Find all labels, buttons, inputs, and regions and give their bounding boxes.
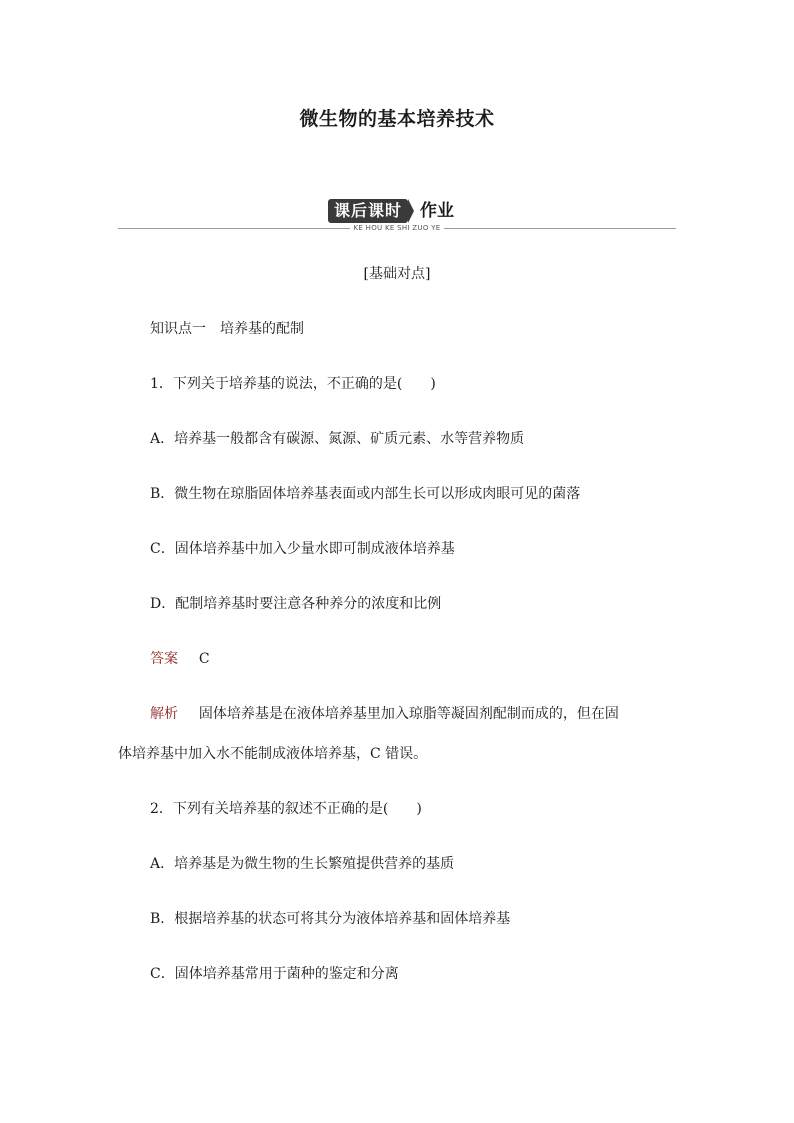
question-1-analysis-line-1 (150, 704, 619, 724)
answer-value: C (198, 651, 210, 667)
question-1-option-a: A．培养基一般都含有碳源、氮源、矿质元素、水等营养物质 (150, 431, 525, 447)
analysis-label: 解析 (150, 706, 178, 722)
question-2-stem: 2．下列有关培养基的叙述不正确的是( ) (150, 801, 422, 817)
question-1-analysis-line-2: 体培养基中加入水不能制成液体培养基，C 错误。 (118, 746, 428, 762)
banner-subtitle-text: KE HOU KE SHI ZUO YE (350, 224, 445, 232)
question-1-option-b: B．微生物在琼脂固体培养基表面或内部生长可以形成肉眼可见的菌落 (150, 486, 581, 502)
section-header: [基础对点] (363, 266, 431, 282)
answer-label: 答案 (150, 651, 178, 667)
question-2-option-b: B．根据培养基的状态可将其分为液体培养基和固体培养基 (150, 911, 511, 927)
knowledge-point-heading: 知识点一 培养基的配制 (150, 321, 304, 337)
question-1-stem: 1．下列关于培养基的说法，不正确的是( ) (150, 376, 436, 392)
banner-label-work: 作业 (420, 201, 454, 221)
banner-label-box: 课后课时 (328, 199, 408, 223)
question-1-option-d: D．配制培养基时要注意各种养分的浓度和比例 (150, 596, 442, 612)
question-1-option-c: C．固体培养基中加入少量水即可制成液体培养基 (150, 541, 455, 557)
analysis-text-1: 固体培养基是在液体培养基里加入琼脂等凝固剂配制而成的，但在固 (198, 706, 619, 722)
banner-subtitle (0, 224, 794, 232)
page-title: 微生物的基本培养技术 (299, 108, 495, 130)
question-2-option-c: C．固体培养基常用于菌种的鉴定和分离 (150, 966, 399, 982)
question-2-option-a: A．培养基是为微生物的生长繁殖提供营养的基质 (150, 856, 455, 872)
question-1-answer (150, 649, 210, 669)
